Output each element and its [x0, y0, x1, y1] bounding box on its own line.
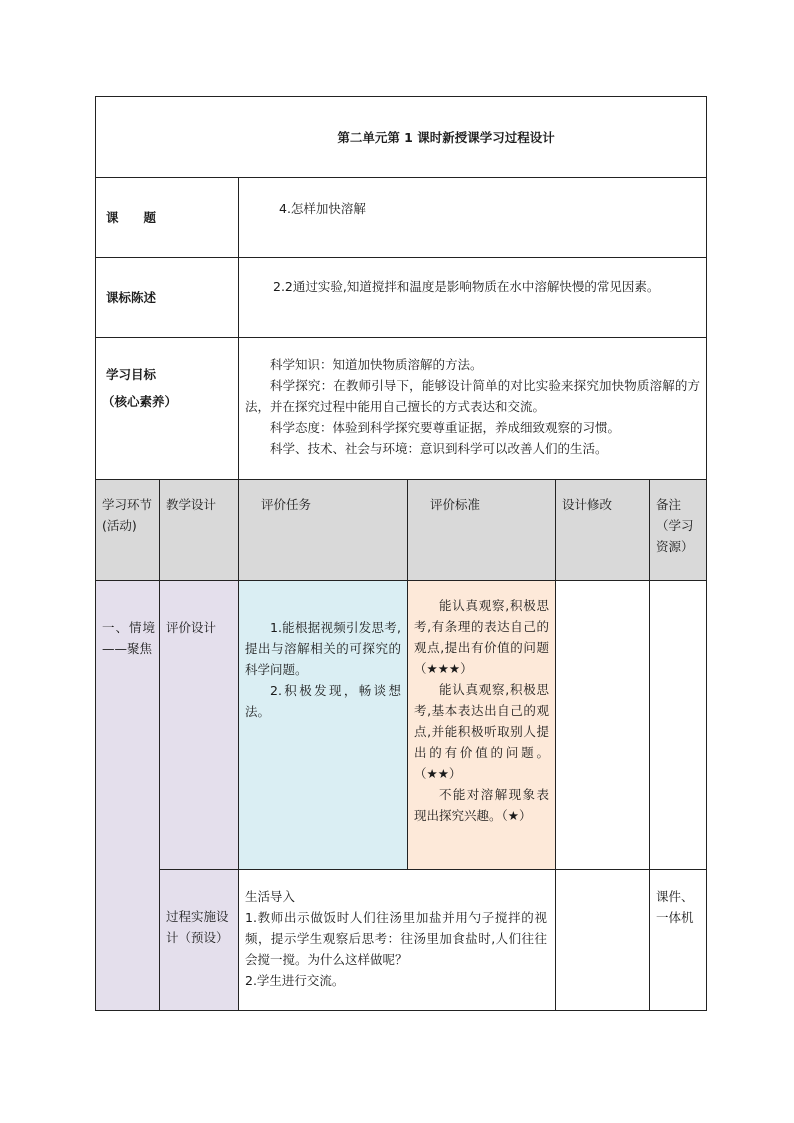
eval-design-label: 评价设计 [160, 581, 239, 870]
eval-task-2: 2.积极发现，畅谈想法。 [245, 683, 401, 719]
eval-note-cell [650, 581, 707, 870]
topic-row [96, 178, 707, 258]
page-title: 第二单元第 1 课时新授课学习过程设计 [96, 97, 707, 178]
eval-task-1: 1.能根据视频引发思考,提出与溶解相关的可探究的科学问题。 [245, 620, 401, 677]
lesson-design-table [95, 96, 707, 1011]
criteria-one-star: 不能对溶解现象表现出探究兴趣。（★） [414, 787, 549, 823]
criteria-two-star: 能认真观察,积极思考,基本表达出自己的观点,并能积极听取别人提出的有价值的问题。（★★） [414, 682, 549, 781]
header-modify: 设计修改 [556, 480, 650, 581]
process-step-2: 2.学生进行交流。 [245, 973, 345, 988]
process-label: 过程实施设计（预设） [160, 870, 239, 1011]
goal-stse: 科学、技术、社会与环境：意识到科学可以改善人们的生活。 [270, 441, 608, 456]
header-task: 评价任务 [239, 480, 408, 581]
process-note: 课件、一体机 [650, 870, 707, 1011]
header-row [96, 480, 707, 581]
header-stage: 学习环节(活动) [96, 480, 160, 581]
goal-attitude: 科学态度：体验到科学探究要尊重证据，养成细致观察的习惯。 [270, 420, 621, 435]
process-intro: 生活导入 [245, 889, 296, 904]
header-criteria: 评价标准 [408, 480, 556, 581]
header-design: 教学设计 [160, 480, 239, 581]
process-modify-cell [556, 870, 650, 1011]
standard-value: 2.2通过实验,知道搅拌和温度是影响物质在水中溶解快慢的常见因素。 [273, 279, 660, 294]
goals-row [96, 338, 707, 480]
header-note: 备注（学习资源） [650, 480, 707, 581]
process-row [96, 870, 707, 1011]
title-row [96, 97, 707, 178]
eval-modify-cell [556, 581, 650, 870]
goals-sublabel: （核心素养） [102, 394, 178, 409]
standard-row [96, 258, 707, 338]
goals-label: 学习目标 [106, 367, 157, 382]
goal-knowledge: 科学知识：知道加快物质溶解的方法。 [270, 357, 483, 372]
goal-inquiry: 科学探究：在教师引导下，能够设计简单的对比实验来探究加快物质溶解的方法，并在探究过程中能用自己擅长的方式表达和交流。 [245, 378, 701, 414]
process-step-1: 1.教师出示做饭时人们往汤里加盐并用勺子搅拌的视频，提示学生观察后思考：往汤里加食盐时,人们往往会搅一搅。为什么这样做呢？ [245, 910, 547, 967]
criteria-three-star: 能认真观察,积极思考,有条理的表达自己的观点,提出有价值的问题（★★★） [414, 598, 549, 676]
standard-label: 课标陈述 [96, 258, 239, 338]
stage-name: 一、情境——聚焦 [96, 581, 160, 1011]
topic-label: 课 题 [96, 178, 239, 258]
topic-value: 4.怎样加快溶解 [279, 201, 366, 216]
eval-row [96, 581, 707, 870]
